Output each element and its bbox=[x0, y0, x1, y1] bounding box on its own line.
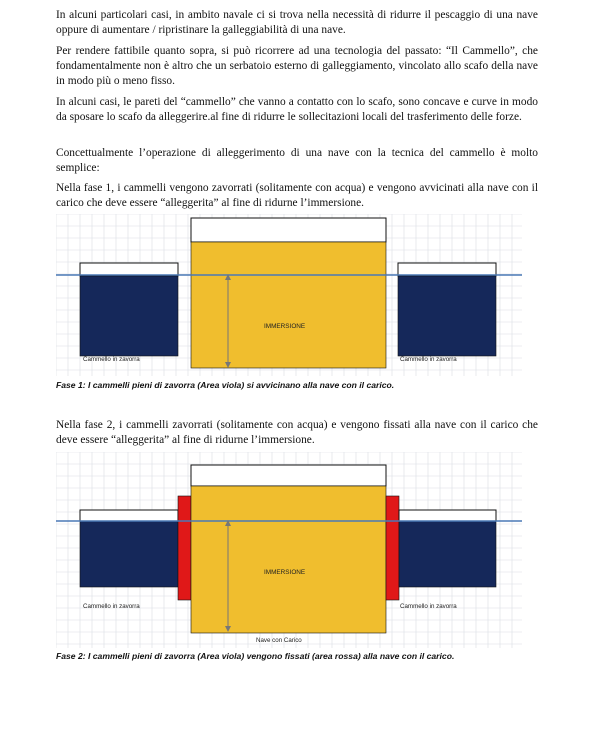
figure-phase-2 bbox=[56, 452, 522, 648]
left-camel-top-outline bbox=[80, 510, 178, 521]
right-camel bbox=[399, 521, 496, 587]
right-camel-label: Cammello in zavorra bbox=[400, 356, 457, 363]
ship-label: Nave con Carico bbox=[256, 637, 302, 644]
right-camel-label: Cammello in zavorra bbox=[400, 603, 457, 610]
ship-with-cargo bbox=[191, 486, 386, 633]
left-camel bbox=[80, 521, 178, 587]
right-fixing-area bbox=[386, 496, 399, 600]
paragraph-2: Per rendere fattibile quanto sopra, si può ricorrere ad una tecnologia del passato: “Il Cammello”, che fondamentalmente non è altro che un serbatoio esterno di galleggiamento, vincolato allo scafo della nave in modo più o meno fisso. bbox=[56, 45, 538, 87]
left-camel bbox=[80, 276, 178, 356]
left-camel-label: Cammello in zavorra bbox=[83, 356, 140, 363]
figure-2-caption: Fase 2: I cammelli pieni di zavorra (Area viola) vengono fissati (area rossa) alla nave con il carico. bbox=[56, 651, 455, 661]
immersion-label: IMMERSIONE bbox=[264, 569, 306, 576]
paragraph-1: In alcuni particolari casi, in ambito navale ci si trova nella necessità di ridurre il pescaggio di una nave oppure di aumentare / ripristinare la galleggiabilità di una nave. bbox=[56, 9, 538, 36]
paragraph-4: Concettualmente l’operazione di alleggerimento di una nave con la tecnica del cammello è molto semplice: bbox=[56, 147, 538, 174]
paragraph-3: In alcuni casi, le pareti del “cammello” che vanno a contatto con lo scafo, sono concave e curve in modo da sposare lo scafo da alleggerire.al fine di ridurre le sollecitazioni locali del trasferimento delle forze. bbox=[56, 96, 538, 123]
right-camel-top-outline bbox=[399, 510, 496, 521]
left-camel-label: Cammello in zavorra bbox=[83, 603, 140, 610]
right-camel bbox=[398, 276, 496, 356]
immersion-label: IMMERSIONE bbox=[264, 323, 306, 330]
figure-1-caption: Fase 1: I cammelli pieni di zavorra (Area viola) si avvicinano alla nave con il carico. bbox=[56, 380, 395, 390]
left-fixing-area bbox=[178, 496, 191, 600]
ship-top-outline bbox=[191, 465, 386, 486]
paragraph-phase-2: Nella fase 2, i cammelli zavorrati (solitamente con acqua) e vengono fissati alla nave con il carico che deve essere “alleggerita” al fine di ridurne l’immersione. bbox=[56, 419, 538, 446]
right-camel-top-outline bbox=[398, 263, 496, 276]
paragraph-5: Nella fase 1, i cammelli vengono zavorrati (solitamente con acqua) e vengono avvicinati alla nave con il carico che deve essere “alleggerita” al fine di ridurne l’immersione. bbox=[56, 182, 538, 209]
ship-top-outline bbox=[191, 218, 386, 242]
ship-with-cargo bbox=[191, 242, 386, 368]
left-camel-top-outline bbox=[80, 263, 178, 276]
figure-phase-1 bbox=[56, 214, 522, 376]
